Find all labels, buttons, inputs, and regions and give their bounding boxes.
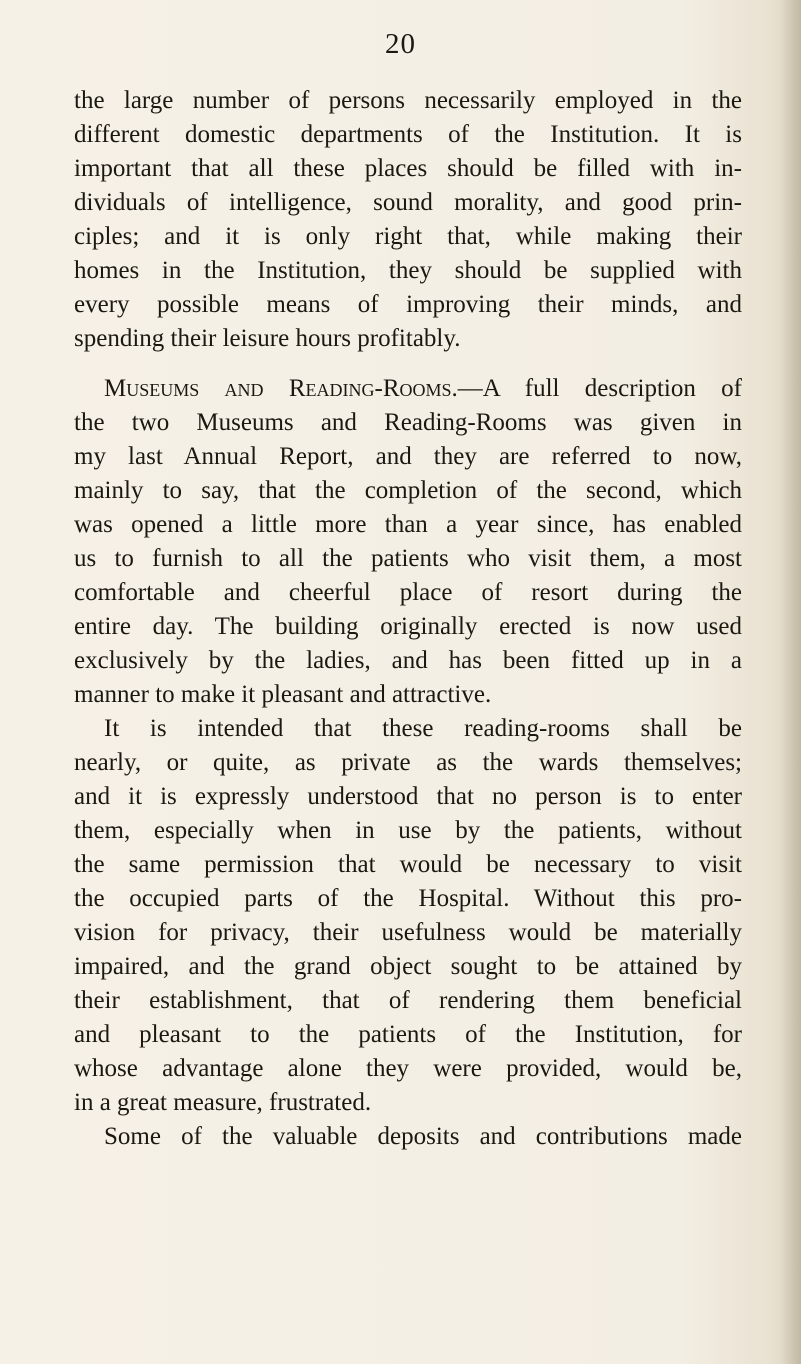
- text-line: different domestic departments of the Institution. It is: [74, 121, 742, 148]
- section-first-line-text: —A full description of: [457, 375, 742, 402]
- text-line: their establishment, that of rendering them beneficial: [74, 987, 742, 1014]
- text-line: was opened a little more than a year since, has enabled: [74, 511, 742, 538]
- text-line: vision for privacy, their usefulness would be materially: [74, 919, 742, 946]
- text-line: manner to make it pleasant and attractive.: [74, 681, 492, 708]
- text-line: exclusively by the ladies, and has been fitted up in a: [74, 647, 742, 674]
- page-number: 20: [385, 28, 416, 60]
- text-line: It is intended that these reading-rooms shall be: [104, 715, 742, 742]
- text-line: comfortable and cheerful place of resort during the: [74, 579, 742, 606]
- text-line: mainly to say, that the completion of the second, which: [74, 477, 742, 504]
- text-line: Some of the valuable deposits and contributions made: [104, 1123, 742, 1150]
- text-line: whose advantage alone they were provided, would be,: [74, 1055, 742, 1082]
- text-line: and it is expressly understood that no person is to enter: [74, 783, 742, 810]
- section-first-line: [74, 372, 742, 406]
- body-text: [74, 84, 742, 1154]
- text-line: the occupied parts of the Hospital. Without this pro-: [74, 885, 742, 912]
- text-line: and pleasant to the patients of the Institution, for: [74, 1021, 742, 1048]
- text-line: the two Museums and Reading-Rooms was given in: [74, 409, 742, 436]
- paragraph: [74, 712, 742, 1120]
- paragraph-gap: [74, 356, 742, 372]
- text-line: my last Annual Report, and they are referred to now,: [74, 443, 742, 470]
- text-line: the same permission that would be necessary to visit: [74, 851, 742, 878]
- text-line: in a great measure, frustrated.: [74, 1089, 372, 1116]
- text-line: every possible means of improving their minds, and: [74, 291, 742, 318]
- text-line: important that all these places should be filled with in-: [74, 155, 742, 182]
- paragraph: [74, 84, 742, 356]
- text-line: us to furnish to all the patients who visit them, a most: [74, 545, 742, 572]
- section-paragraph: [74, 372, 742, 712]
- text-line: impaired, and the grand object sought to be attained by: [74, 953, 742, 980]
- text-line: them, especially when in use by the patients, without: [74, 817, 742, 844]
- text-line: spending their leisure hours profitably.: [74, 325, 461, 352]
- text-line: ciples; and it is only right that, while making their: [74, 223, 742, 250]
- text-line: the large number of persons necessarily employed in the: [74, 87, 742, 114]
- text-line: dividuals of intelligence, sound morality, and good prin-: [74, 189, 742, 216]
- section-heading: Museums and Reading-Rooms.: [104, 375, 458, 402]
- text-line: homes in the Institution, they should be supplied with: [74, 257, 742, 284]
- text-line: nearly, or quite, as private as the wards themselves;: [74, 749, 742, 776]
- paragraph: [74, 1120, 742, 1154]
- page-edge-shadow: [781, 0, 801, 1364]
- text-line: entire day. The building originally erected is now used: [74, 613, 742, 640]
